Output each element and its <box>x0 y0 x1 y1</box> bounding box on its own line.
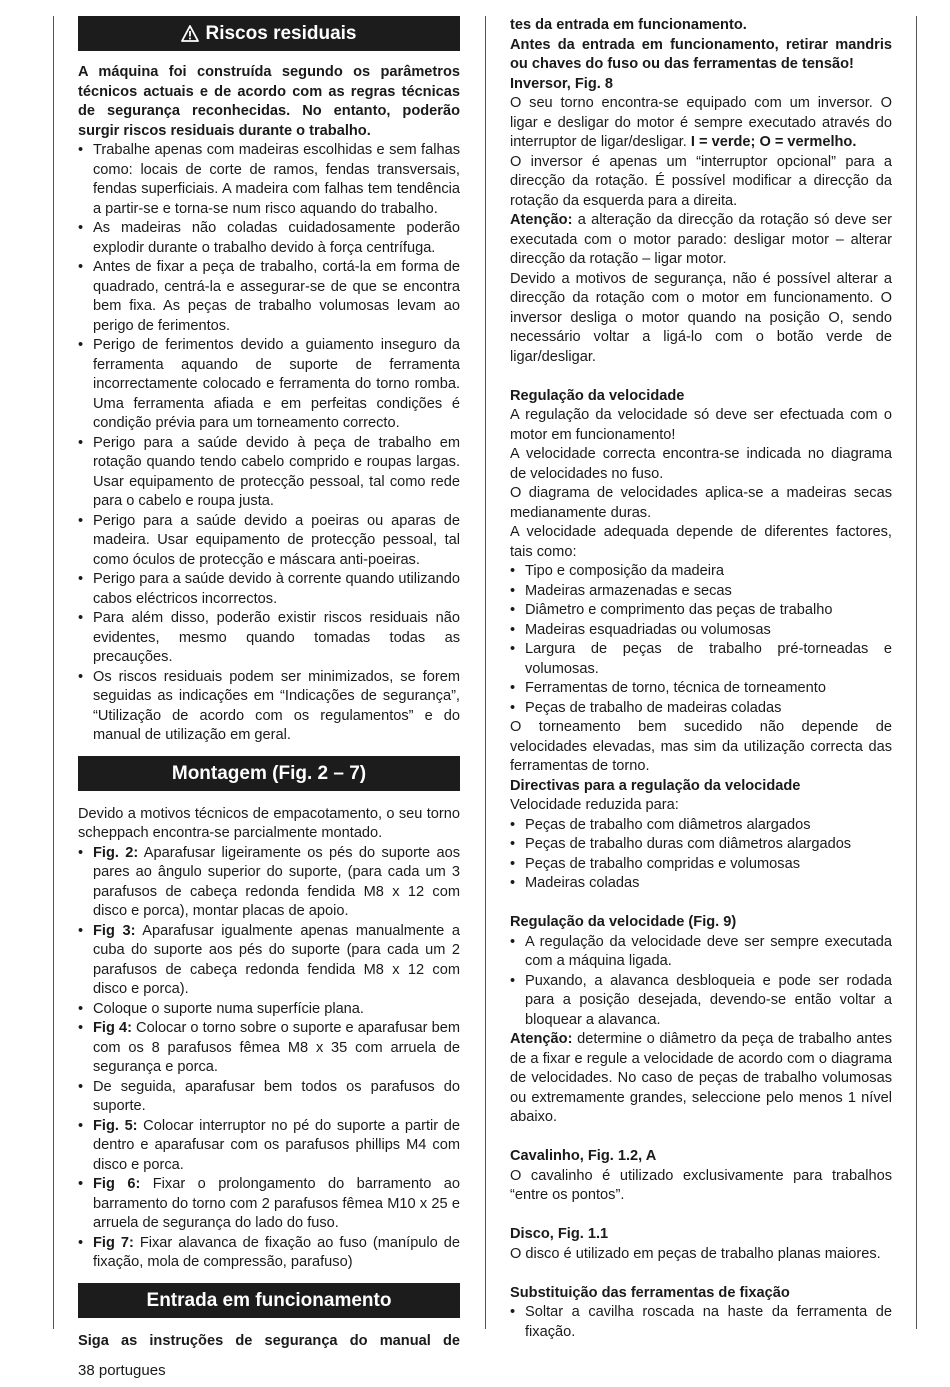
cavalinho-heading: Cavalinho, Fig. 1.2, A <box>510 1148 657 1164</box>
inversor-paragraph-1: O seu torno encontra-se equipado com um inversor. O ligar e desligar do motor é sempre executado através do interruptor de ligar/desligar. I = verde; O = vermelho. <box>510 95 892 150</box>
list-item: • Diâmetro e comprimento das peças de trabalho <box>510 601 892 621</box>
substituicao-heading: Substituição das ferramentas de fixação <box>510 1284 790 1301</box>
list-item: • Perigo de ferimentos devido a guiamento inseguro da ferramenta aquando de suporte de ferramenta incorrectamente colocado e ferramenta do torno romba. Uma ferramenta afiada e em perfeitas condições é condição prévia para um torneamento correcto. <box>78 336 460 434</box>
fig9-list <box>510 933 892 1031</box>
list-item: • Fig 3: Aparafusar igualmente apenas manualmente a cuba do suporte aos pés do suporte (para cada um 2 parafusos de cabeça redonda fendida M8 x 12 com disco e porca). <box>78 922 460 1000</box>
right-margin-rule <box>916 16 917 1329</box>
inversor-paragraph-3: Devido a motivos de segurança, não é possível alterar a direcção da rotação com o motor em funcionamento. O inversor desliga o motor quando na posição O, sendo necessário voltar a ligá-lo com o botão verde de ligar/desligar. <box>510 270 892 365</box>
list-item: • Soltar a cavilha roscada na haste da ferramenta de fixação. <box>510 1303 892 1342</box>
list-item: • Madeiras esquadriadas ou volumosas <box>510 621 892 641</box>
montagem-list <box>78 844 460 1273</box>
entrada-title: Entrada em funcionamento <box>146 1289 392 1311</box>
list-item: • Madeiras coladas <box>510 874 892 894</box>
warning-triangle-icon <box>181 25 199 42</box>
entrada-text: Siga as instruções de segurança do manual de <box>78 1332 460 1349</box>
list-item: • Peças de trabalho duras com diâmetros alargados <box>510 835 892 855</box>
montagem-title: Montagem (Fig. 2 – 7) <box>171 762 367 784</box>
cavalinho-paragraph: O cavalinho é utilizado exclusivamente para trabalhos “entre os pontos”. <box>510 1167 892 1203</box>
left-column <box>78 16 460 1351</box>
atencao-paragraph-1: Atenção: a alteração da direcção da rotação só deve ser executada com o motor parado: desligar motor – alterar direcção da rotação – ligar motor. <box>510 212 892 267</box>
list-item: • Madeiras armazenadas e secas <box>510 582 892 602</box>
velocidade-paragraph-3: O diagrama de velocidades aplica-se a madeiras secas medianamente duras. <box>510 485 892 521</box>
list-item: • Perigo para a saúde devido a poeiras ou aparas de madeira. Usar equipamento de protecção pessoal, tal como óculos de protecção e máscara anti-poeiras. <box>78 512 460 571</box>
inversor-paragraph-2: O inversor é apenas um “interruptor opcional” para a direcção da rotação. É possível modificar a direcção da rotação da esquerda para a direita. <box>510 153 892 209</box>
list-item: • Para além disso, poderão existir riscos residuais não evidentes, mesmo quando tomadas todas as precauções. <box>78 609 460 668</box>
list-item: • As madeiras não coladas cuidadosamente poderão explodir durante o trabalho devido à força centrífuga. <box>78 219 460 258</box>
directivas-list <box>510 816 892 894</box>
list-item: • Fig. 2: Aparafusar ligeiramente os pés do suporte aos pares ao ângulo superior do suporte, (para cada um 3 parafusos de cabeça redonda fendida M8 x 12 com disco e porca), montar placas de apoio. <box>78 844 460 922</box>
list-item: • Fig 6: Fixar o prolongamento do barramento ao barramento do torno com 2 parafusos fêmea M10 x 25 e arruela de segurança do lado do fuso. <box>78 1175 460 1234</box>
list-item: • A regulação da velocidade deve ser sempre executada com a máquina ligada. <box>510 933 892 972</box>
riscos-list <box>78 141 460 746</box>
left-margin-rule <box>53 16 54 1329</box>
velocidade-paragraph-4: A velocidade adequada depende de diferentes factores, tais como: <box>510 524 892 560</box>
list-item: • Puxando, a alavanca desbloqueia e pode ser rodada para a posição desejada, devendo-se então voltar a bloquear a alavanca. <box>510 972 892 1031</box>
inversor-heading: Inversor, Fig. 8 <box>510 75 614 92</box>
directivas-paragraph: Velocidade reduzida para: <box>510 797 679 813</box>
list-item: • Fig 7: Fixar alavanca de fixação ao fuso (manípulo de fixação, mola de compressão, parafuso) <box>78 1234 460 1273</box>
page-footer: 38 portugues <box>78 1362 166 1379</box>
disco-paragraph: O disco é utilizado em peças de trabalho planas maiores. <box>510 1245 881 1262</box>
list-item: • De seguida, aparafusar bem todos os parafusos do suporte. <box>78 1078 460 1117</box>
velocidade-paragraph-2: A velocidade correcta encontra-se indicada no diagrama de velocidades no fuso. <box>510 446 892 482</box>
list-item: • Antes de fixar a peça de trabalho, cortá-la em forma de quadrado, centrá-la e assegurar-se de que se encontra bem fixa. As peças de trabalho volumosas levam ao perigo de ferimentos. <box>78 258 460 336</box>
list-item: • Largura de peças de trabalho pré-torneadas e volumosas. <box>510 640 892 679</box>
list-item: • Ferramentas de torno, técnica de torneamento <box>510 679 892 699</box>
atencao-paragraph-2: Atenção: determine o diâmetro da peça de trabalho antes de a fixar e regule a velocidade de acordo com o diagrama de velocidades. No caso de peças de trabalho volumosas ou extremamente grandes, seleccione pelo menos 1 nível abaixo. <box>510 1031 892 1125</box>
montagem-intro: Devido a motivos técnicos de empacotamento, o seu torno scheppach encontra-se parcialmente montado. <box>78 805 460 841</box>
velocidade-heading: Regulação da velocidade <box>510 387 685 404</box>
disco-heading: Disco, Fig. 1.1 <box>510 1226 609 1242</box>
right-column <box>510 16 892 1342</box>
velocidade-paragraph-5: O torneamento bem sucedido não depende de velocidades elevadas, mas sim da utilização correcta das ferramentas de torno. <box>510 719 892 774</box>
list-item: • Tipo e composição da madeira <box>510 562 892 582</box>
list-item: • Perigo para a saúde devido à peça de trabalho em rotação quando tendo cabelo comprido e roupas largas. Usar equipamento de protecção pessoal, tal como rede para o cabelo e roupa justa. <box>78 434 460 512</box>
mandris-warning: Antes da entrada em funcionamento, retirar mandris ou chaves do fuso ou das ferramentas de tensão! <box>510 36 892 72</box>
riscos-title: Riscos residuais <box>205 23 357 44</box>
list-item: • Peças de trabalho com diâmetros alargados <box>510 816 892 836</box>
column-divider-rule <box>485 16 486 1329</box>
montagem-header <box>78 756 460 791</box>
list-item: • Perigo para a saúde devido à corrente quando utilizando cabos eléctricos incorrectos. <box>78 570 460 609</box>
velocidade-paragraph-1: A regulação da velocidade só deve ser efectuada com o motor em funcionamento! <box>510 407 892 443</box>
entrada-header <box>78 1283 460 1318</box>
list-item: • Peças de trabalho de madeiras coladas <box>510 699 892 719</box>
list-item: • Coloque o suporte numa superfície plana. <box>78 1000 460 1020</box>
substituicao-list <box>510 1303 892 1342</box>
list-item: • Fig 4: Colocar o torno sobre o suporte e aparafusar bem com os 8 parafusos fêmea M8 x 35 com arruela de segurança e porca. <box>78 1019 460 1078</box>
list-item: • Trabalhe apenas com madeiras escolhidas e sem falhas como: locais de corte de ramos, fendas transversais, fendas superficiais. A madeira com falhas tem tendência a partir-se e torna-se num risco aquando do trabalho. <box>78 141 460 219</box>
list-item: • Peças de trabalho compridas e volumosas <box>510 855 892 875</box>
list-item: • Fig. 5: Colocar interruptor no pé do suporte a partir de dentro e aparafusar com os parafusos phillips M4 com disco e porca. <box>78 1117 460 1176</box>
velocidade-factors-list <box>510 562 892 718</box>
fig9-heading: Regulação da velocidade (Fig. 9) <box>510 914 737 930</box>
riscos-intro: A máquina foi construída segundo os parâmetros técnicos actuais e de acordo com as regras técnicas de segurança reconhecidas. No entanto, poderão surgir riscos residuais durante o trabalho. <box>78 64 460 139</box>
continued-line: tes da entrada em funcionamento. <box>510 17 747 33</box>
list-item: • Os riscos residuais podem ser minimizados, se forem seguidas as indicações em “Indicações de segurança”, “Utilização de acordo com os regulamentos” e do manual de utilização em geral. <box>78 668 460 746</box>
riscos-header <box>78 16 460 51</box>
directivas-heading: Directivas para a regulação da velocidade <box>510 777 801 794</box>
